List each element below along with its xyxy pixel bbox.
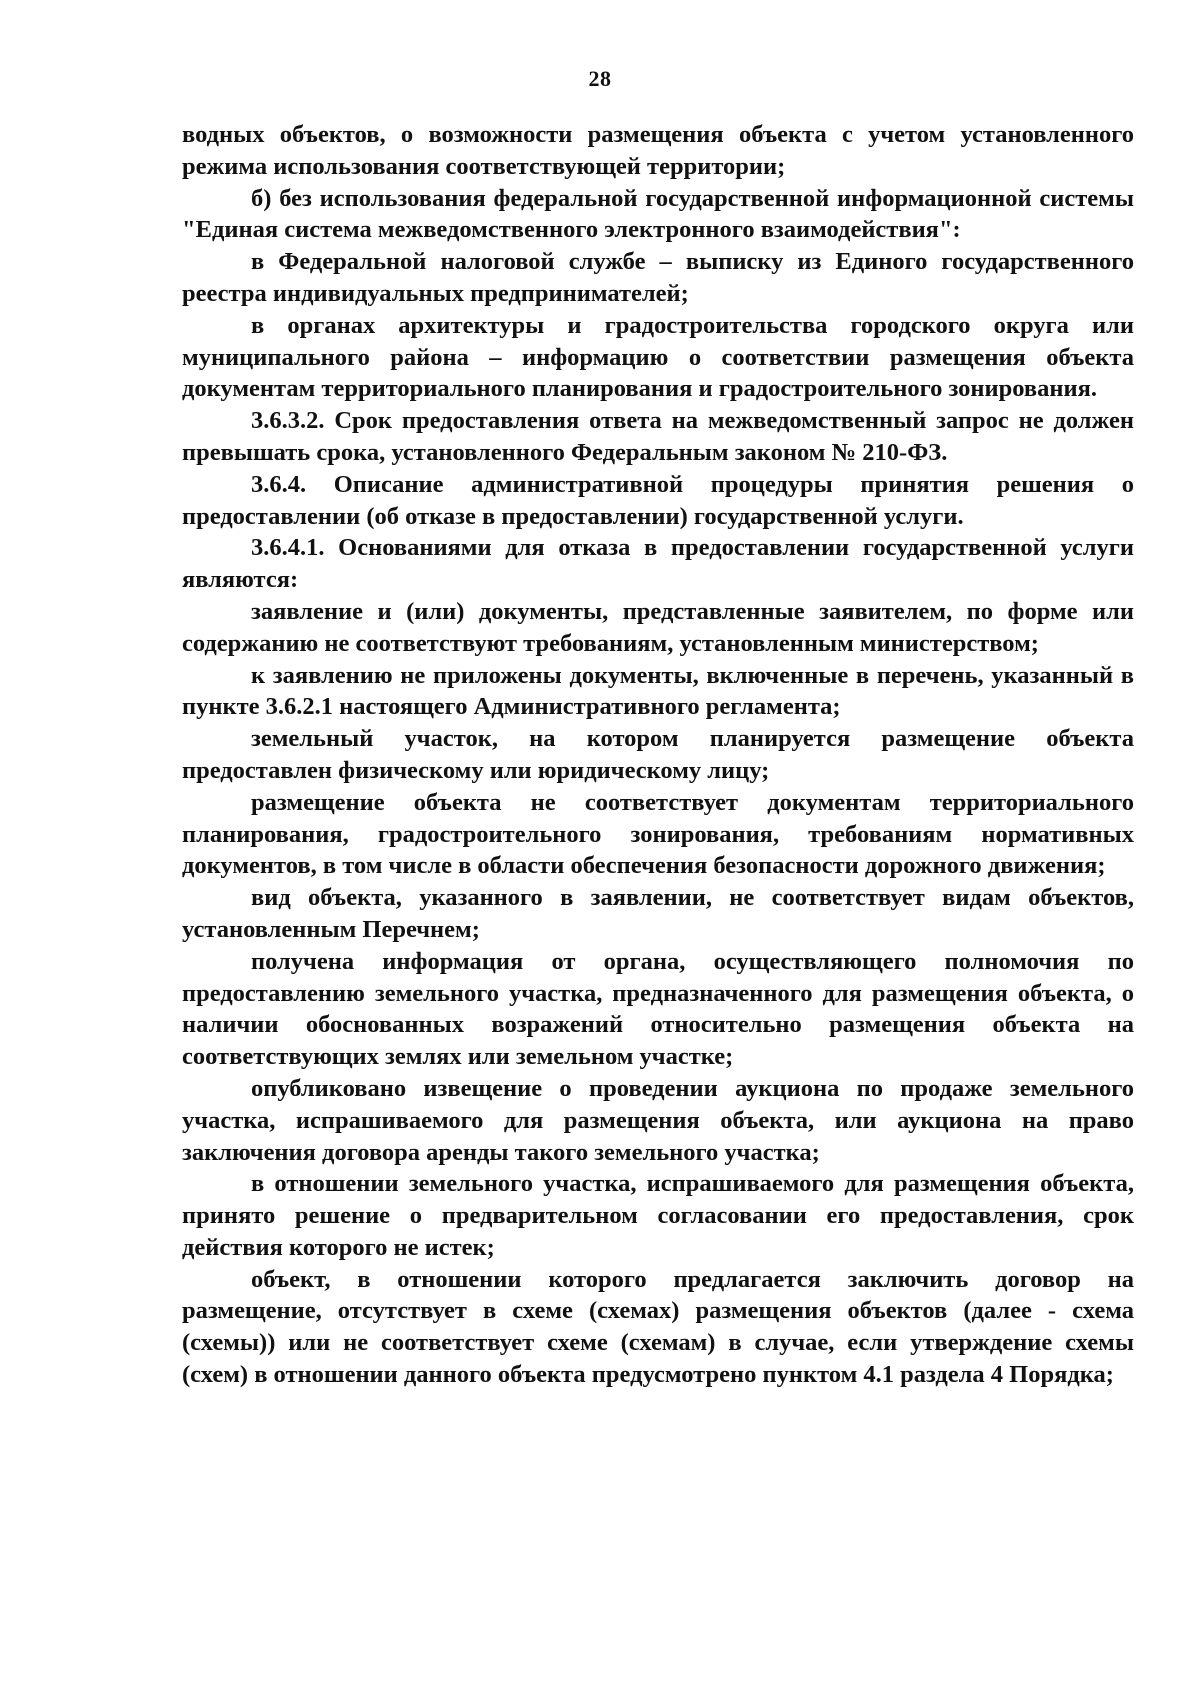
document-body: [182, 119, 1134, 1391]
paragraph-16: объект, в отношении которого предлагается заключить договор на размещение, отсутствует в схеме (схемах) размещения объектов (далее - схема (схемы)) или не соответствует схеме (схемам) в случае, если утверждение схемы (схем) в отношении данного объекта предусмотрено пунктом 4.1 раздела 4 Порядка;: [182, 1265, 1134, 1389]
paragraph-7: 3.6.4.1. Основаниями для отказа в предоставлении государственной услуги являются:: [182, 534, 1134, 594]
paragraph-10: земельный участок, на котором планируется размещение объекта предоставлен физическому или юридическому лицу;: [182, 725, 1134, 784]
paragraph-6: 3.6.4. Описание административной процедуры принятия решения о предоставлении (об отказе в предоставлении) государственной услуги.: [182, 470, 1134, 530]
paragraph-12: вид объекта, указанного в заявлении, не соответствует видам объектов, установленным Перечнем;: [182, 884, 1134, 943]
paragraph-4: в органах архитектуры и градостроительства городского округа или муниципального района – информацию о соответствии размещения объекта документам территориального планирования и градостроительного зонирования.: [182, 311, 1134, 403]
paragraph-1: водных объектов, о возможности размещения объекта с учетом установленного режима использования соответствующей территории;: [182, 121, 1134, 180]
page-number: 28: [588, 66, 612, 91]
paragraph-2: б) без использования федеральной государственной информационной системы "Единая система межведомственного электронного взаимодействия":: [182, 184, 1134, 244]
paragraph-11: размещение объекта не соответствует документам территориального планирования, градостроительного зонирования, требованиям нормативных документов, в том числе в области обеспечения безопасности дорожного движения;: [182, 788, 1134, 880]
paragraph-8: заявление и (или) документы, представленные заявителем, по форме или содержанию не соответствуют требованиям, установленным министерством;: [182, 597, 1134, 657]
paragraph-3: в Федеральной налоговой службе – выписку из Единого государственного реестра индивидуальных предпринимателей;: [182, 248, 1134, 307]
paragraph-15: в отношении земельного участка, испрашиваемого для размещения объекта, принято решение о предварительном согласовании его предоставления, срок действия которого не истек;: [182, 1170, 1134, 1261]
paragraph-13: получена информация от органа, осуществляющего полномочия по предоставлению земельного участка, предназначенного для размещения объекта, о наличии обоснованных возражений относительно размещения объекта на соответствующих землях или земельном участке;: [182, 947, 1134, 1071]
paragraph-9: к заявлению не приложены документы, включенные в перечень, указанный в пункте 3.6.2.1 настоящего Административного регламента;: [182, 661, 1134, 721]
paragraph-14: опубликовано извещение о проведении аукциона по продаже земельного участка, испрашиваемого для размещения объекта, или аукциона на право заключения договора аренды такого земельного участка;: [182, 1074, 1134, 1166]
paragraph-5: 3.6.3.2. Срок предоставления ответа на межведомственный запрос не должен превышать срока, установленного Федеральным законом № 210-ФЗ.: [182, 407, 1134, 466]
